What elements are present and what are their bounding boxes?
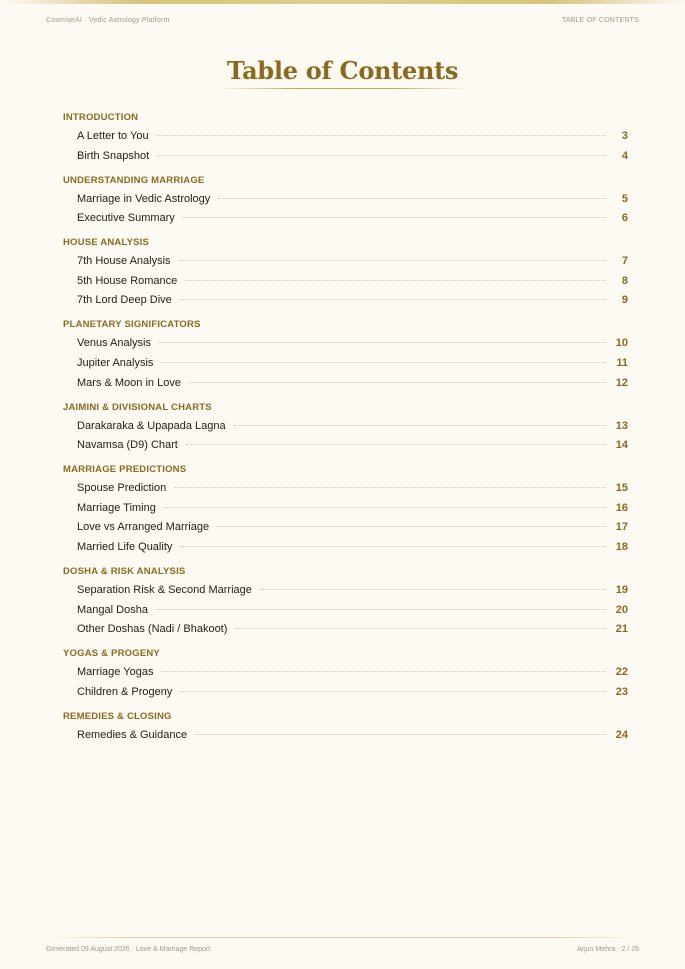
toc-entry-label: Marriage in Vedic Astrology [77,192,211,205]
toc-entry-page: 20 [615,603,628,616]
toc-entry-page: 23 [615,685,628,698]
toc-entry-label: Venus Analysis [77,337,151,350]
section-heading: PLANETARY SIGNIFICATORS [63,319,201,331]
dot-leader [235,628,606,629]
section-heading: REMEDIES & CLOSING [63,710,172,722]
toc-entry-page: 13 [615,419,628,432]
toc-entry[interactable] [77,420,628,432]
dot-leader [195,734,606,735]
dot-leader [185,280,606,281]
toc-entry-page: 16 [615,501,628,514]
toc-entry-label: Spouse Prediction [77,482,167,495]
dot-leader [260,589,606,590]
toc-entry-label: Jupiter Analysis [77,357,154,369]
toc-entry[interactable] [77,377,628,389]
top-decorative-rule [0,0,685,4]
toc-entry-label: Marriage Yogas [77,666,154,679]
section-heading: UNDERSTANDING MARRIAGE [63,174,205,186]
toc-entry-page: 12 [615,376,628,389]
page-footer [46,946,639,953]
toc-entry-page: 14 [615,439,628,452]
section-heading: HOUSE ANALYSIS [63,237,150,249]
dot-leader [164,507,606,508]
header-section: TABLE OF CONTENTS [561,17,639,24]
dot-leader [189,382,606,383]
toc-entry[interactable] [77,521,628,533]
toc-entry-page: 18 [615,541,628,553]
toc-entry[interactable] [77,666,628,678]
toc-entry-label: Children & Progeny [77,685,173,698]
toc-entry[interactable] [77,623,628,635]
section-heading: YOGAS & PROGENY [63,648,160,660]
dot-leader [234,425,606,426]
toc-entry[interactable] [77,439,628,451]
toc-entry-label: Separation Risk & Second Marriage [77,584,252,596]
header-brand: CosmiqeAI · Vedic Astrology Platform [46,17,170,24]
dot-leader [180,299,606,300]
toc-entry-page: 11 [616,357,628,369]
toc-entry-label: Birth Snapshot [77,149,150,162]
section-heading: JAIMINI & DIVISIONAL CHARTS [63,401,212,413]
toc-entry[interactable] [77,482,628,494]
toc-entry-page: 3 [621,130,628,142]
dot-leader [161,362,606,363]
toc-entry-label: Marriage Timing [77,501,156,514]
toc-entry-page: 22 [615,666,628,679]
dot-leader [180,546,606,547]
section-heading: DOSHA & RISK ANALYSIS [63,566,186,577]
toc-entry[interactable] [77,212,628,224]
toc-entry-label: Mars & Moon in Love [77,376,181,389]
toc-entry-label: 5th House Romance [77,274,178,287]
toc-entry[interactable] [77,130,628,142]
toc-entry[interactable] [77,294,628,306]
dot-leader [218,198,606,199]
toc-entry-label: Married Life Quality [77,541,173,553]
toc-entry-label: Remedies & Guidance [77,728,188,741]
toc-entry-label: 7th Lord Deep Dive [77,294,172,307]
dot-leader [217,526,606,527]
toc-entry-page: 6 [621,212,628,225]
dot-leader [174,487,606,488]
toc-entry[interactable] [77,502,628,514]
toc-entry-label: A Letter to You [77,130,149,142]
dot-leader [183,217,606,218]
toc-entry-page: 5 [621,192,628,205]
toc-entry-label: Darakaraka & Upapada Lagna [77,419,226,432]
footer-rule [40,937,645,938]
toc-entry[interactable] [77,541,628,553]
toc-entry-page: 4 [621,149,628,162]
toc-entry-label: Mangal Dosha [77,603,148,616]
toc-entry-label: 7th House Analysis [77,255,171,268]
toc-entry-label: Executive Summary [77,212,175,225]
toc-entry-page: 9 [621,294,628,307]
dot-leader [179,260,606,261]
toc-entry[interactable] [77,604,628,616]
dot-leader [186,444,606,445]
toc-entry-page: 19 [615,584,628,596]
section-heading: MARRIAGE PREDICTIONS [63,464,187,476]
dot-leader [156,609,606,610]
toc-entry[interactable] [77,193,628,205]
toc-entry[interactable] [77,584,628,596]
dot-leader [161,671,606,672]
toc-entry[interactable] [77,255,628,267]
toc-entry-page: 21 [615,623,628,636]
toc-entry-page: 17 [615,521,628,534]
dot-leader [159,342,606,343]
toc-entry[interactable] [77,337,628,349]
toc-entry-label: Other Doshas (Nadi / Bhakoot) [77,623,228,636]
toc-entry-page: 24 [615,728,628,741]
toc-entry-label: Love vs Arranged Marriage [77,521,210,534]
toc-entry[interactable] [77,729,628,741]
toc-entry-page: 10 [615,337,628,350]
toc-entry[interactable] [77,275,628,287]
section-heading: INTRODUCTION [63,112,139,123]
toc-entry-page: 8 [621,274,628,287]
toc-entry-page: 7 [621,255,628,268]
footer-generated: Generated 09 August 2026 · Love & Marriage Report [46,946,211,953]
toc-entry-page: 15 [615,482,628,495]
toc-entry[interactable] [77,686,628,698]
title-underline [215,88,472,89]
dot-leader [157,155,606,156]
page-header [46,17,639,24]
toc-entry[interactable] [77,357,628,369]
dot-leader [180,691,606,692]
page-title: Table of Contents [226,56,459,85]
dot-leader [157,135,606,136]
footer-page-info: Arjun Mehra · 2 / 26 [577,946,639,953]
toc-entry[interactable] [77,150,628,162]
toc-entry-label: Navamsa (D9) Chart [77,439,178,452]
